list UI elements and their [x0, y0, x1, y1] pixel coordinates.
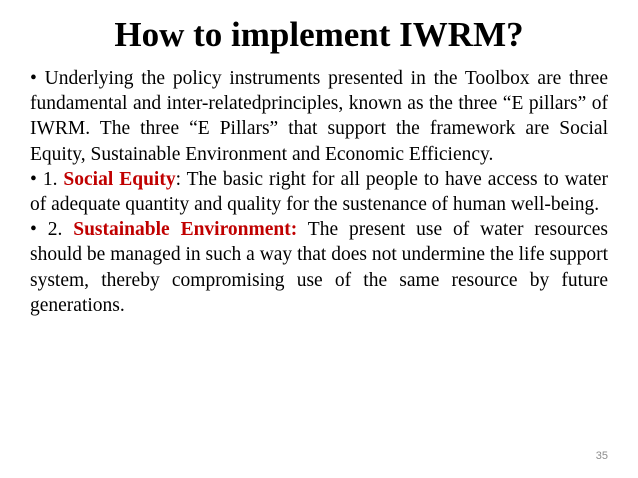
- bullet-paragraph-intro: [30, 66, 608, 167]
- slide-body: [30, 66, 608, 318]
- bullet-glyph: •: [30, 168, 37, 190]
- bullet-text: Underlying the policy instruments presented in the Toolbox are three fundamental and inter-relatedprinciples, known as the three “E pillars” of IWRM. The three “E Pillars” that support the framework are Social Equity, Sustainable Environment and Economic Efficiency.: [30, 68, 608, 165]
- bullet-text: The present use of water resources should be managed in such a way that does not undermine the life support system, thereby compromising use of the same resource by future generations.: [30, 219, 609, 316]
- page-number: 35: [595, 450, 608, 462]
- term-sustainable-environment: Sustainable Environment:: [73, 219, 298, 241]
- term-separator: :: [175, 168, 182, 190]
- bullet-paragraph-sustainable-environment: [30, 217, 608, 318]
- slide-title: How to implement IWRM?: [114, 15, 524, 54]
- bullet-glyph: •: [30, 68, 37, 89]
- bullet-number: 2.: [47, 219, 63, 241]
- bullet-text: The basic right for all people to have access to water of adequate quantity and quality for the sustenance of human well-being.: [30, 168, 609, 216]
- bullet-glyph: •: [30, 219, 37, 241]
- bullet-number: 1.: [42, 168, 58, 190]
- term-social-equity: Social Equity: [63, 168, 176, 190]
- bullet-paragraph-social-equity: [30, 167, 608, 217]
